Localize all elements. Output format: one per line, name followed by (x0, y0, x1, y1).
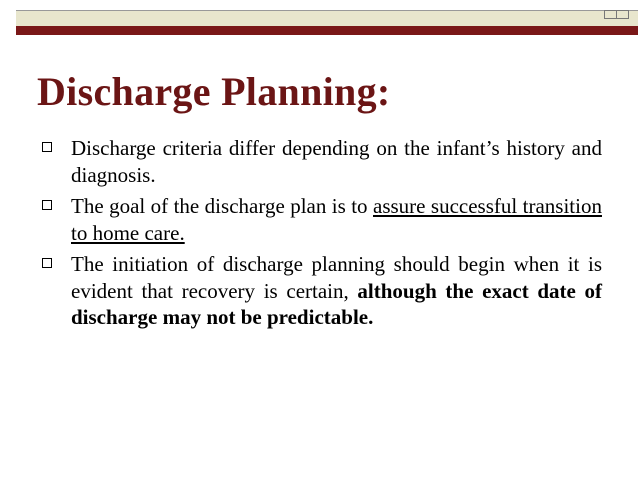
square-bullet-icon (42, 142, 52, 152)
bullet-underlined-text: assure successful transition to home care. (71, 194, 602, 245)
bullet-item (42, 251, 602, 331)
bullet-text: The goal of the discharge plan is to (71, 194, 373, 218)
header-corner-squares (602, 10, 638, 25)
slide-title: Discharge Planning: (37, 69, 391, 114)
bullet-text: Discharge criteria differ depending on the infant’s history and diagnosis. (71, 136, 602, 187)
bullet-item (42, 193, 602, 246)
bullet-item (42, 135, 602, 188)
decorative-header-bar (0, 0, 638, 37)
header-accent-stripe (16, 26, 638, 35)
square-bullet-icon (42, 258, 52, 268)
bullet-list (42, 135, 602, 336)
header-band (16, 10, 638, 27)
square-bullet-icon (42, 200, 52, 210)
bullet-text: The initiation of discharge planning should begin when it is evident that recovery is certain, (71, 252, 602, 303)
bullet-bold-text: although the exact date of discharge may not be predictable. (71, 278, 602, 329)
